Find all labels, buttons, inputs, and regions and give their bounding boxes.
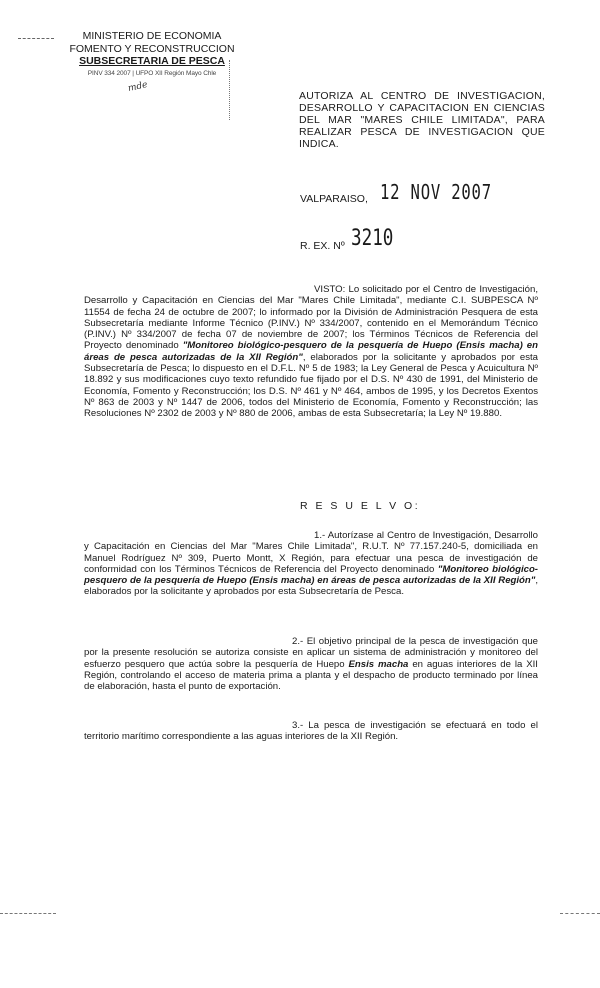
place-label: VALPARAISO, (300, 193, 368, 205)
letterhead (52, 30, 252, 80)
subsecretaria-line: SUBSECRETARIA DE PESCA (79, 55, 225, 67)
resuelvo-heading: R E S U E L V O: (300, 500, 421, 512)
scan-side-mark (229, 60, 232, 120)
item1-text-2: , elaborados por la solicitante y aprobados por esta Subsecretaría de Pesca. (84, 575, 538, 598)
ministry-subline: FOMENTO Y RECONSTRUCCION (69, 42, 235, 55)
item3-text: 3.- La pesca de investigación se efectuará en todo el territorio marítimo correspondiente a las aguas interiores de la XII Región. (84, 720, 538, 743)
scan-dash-mark-bottom-right (560, 913, 600, 914)
ministry-line: MINISTERIO DE ECONOMIA (82, 30, 222, 42)
scan-dash-mark (18, 38, 54, 39)
visto-text-2: , elaborados por la solicitante y aprobados por esta Subsecretaría de Pesca; lo dispuesto en el D.F.L. Nº 5 de 1983; la Ley General de Pesca y Acuicultura Nº 18.892 y sus modificaciones cuyo texto refundido fue fijado por el D.S. Nº 430 de 1991, del Ministerio de Economía, Fomento y Reconstrucción; los D.S. Nº 461 y Nº 464, ambos de 1995, y los Decretos Exentos Nº 863 de 2003 y Nº 1447 de 2006, todos del Ministerio de Economía, Fomento y Reconstrucción; las Resoluciones Nº 2302 de 2003 y Nº 880 de 2006, ambas de esta Subsecretaría; la Ley Nº 19.880. (84, 351, 539, 420)
handwritten-initials: mde (127, 80, 149, 94)
reference-line: PINV 334 2007 | UFPO XII Región Mayo Chle (87, 69, 217, 77)
item2-text-1: 2.- El objetivo principal de la pesca de investigación que por la presente resolución se autoriza consiste en aplicar un sistema de administración y monitoreo del esfuerzo pesquero que actúa sobre la pesquería de Huepo (84, 636, 538, 670)
scan-dash-mark-bottom-left (0, 913, 56, 914)
resolution-item-1 (84, 530, 538, 598)
resolution-title: AUTORIZA AL CENTRO DE INVESTIGACION, DESARROLLO Y CAPACITACION EN CIENCIAS DEL MAR "MARES CHILE LIMITADA", PARA REALIZAR PESCA DE INVESTIGACION QUE INDICA. (299, 90, 545, 150)
item1-text-1: 1.- Autorízase al Centro de Investigación, Desarrollo y Capacitación en Ciencias del Mar "Mares Chile Limitada", R.U.T. Nº 77.157.240-5, domiciliada en Manuel Rodríguez Nº 309, Puerto Montt, X Región, para efectuar una pesca de investigación de conformidad con los Términos Técnicos de Referencia del Proyecto denominado (84, 530, 538, 575)
rex-label: R. EX. Nº (300, 240, 345, 252)
date-stamp: 12 NOV 2007 (380, 180, 492, 204)
visto-paragraph (84, 284, 538, 420)
project-name: "Monitoreo biológico-pesquero de la pesquería de Huepo (Ensis macha) en áreas de pesca autorizadas de la XII Región" (84, 340, 539, 363)
item1-project-name: "Monitoreo biológico-pesquero de la pesquería de Huepo (Ensis macha) en áreas de pesca autorizadas de la XII Región" (84, 563, 539, 587)
resolution-item-3 (84, 720, 538, 743)
rex-number-stamp: 3210 (351, 226, 394, 251)
item2-species: Ensis macha (348, 658, 409, 670)
visto-text-1: VISTO: Lo solicitado por el Centro de Investigación, Desarrollo y Capacitación en Ciencias del Mar "Mares Chile Limitada", mediante C.I. SUBPESCA Nº 11554 de fecha 24 de octubre de 2007; lo informado por la División de Administración Pesquera de esta Subsecretaría mediante Informe Técnico (P.INV.) Nº 334/2007, contenido en el Memorándum Técnico (P.INV.) Nº 334/2007 de fecha 07 de noviembre de 2007; los Términos Técnicos de Referencia del Proyecto denominado (84, 284, 538, 352)
resolution-item-2 (84, 636, 538, 692)
item2-text-2: en aguas interiores de la XII Región, controlando el acceso de materia prima a planta y el despacho de producto terminado por línea de elaboración, hasta el punto de exportación. (84, 658, 538, 693)
